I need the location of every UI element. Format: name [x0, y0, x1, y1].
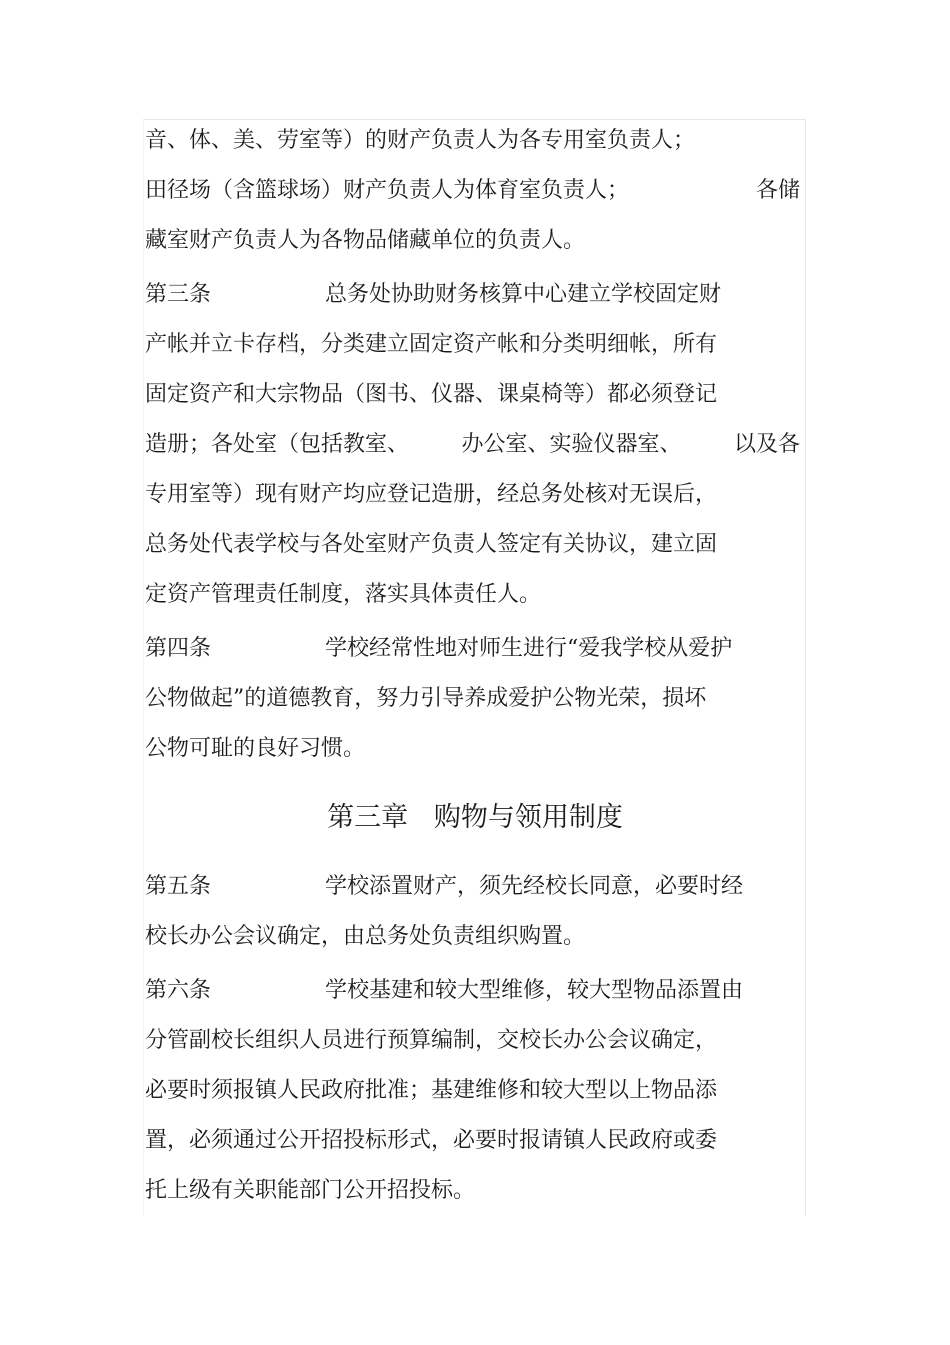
text-line: [145, 432, 800, 458]
text-line: [145, 178, 800, 204]
text-line: 托上级有关职能部门公开招投标。: [145, 1178, 476, 1203]
text-segment: 学校基建和较大型维修，较大型物品添置由: [325, 978, 744, 1003]
article-number: 第六条: [145, 978, 212, 1003]
article-number: 第五条: [145, 874, 212, 899]
text-line: 定资产管理责任制度，落实具体责任人。: [145, 582, 542, 607]
text-line: 产帐并立卡存档，分类建立固定资产帐和分类明细帐，所有: [145, 332, 718, 357]
text-segment: 总务处协助财务核算中心建立学校固定财: [325, 282, 722, 307]
article-number: 第四条: [145, 636, 212, 661]
text-line: 固定资产和大宗物品（图书、仪器、课桌椅等）都必须登记: [145, 382, 718, 407]
text-segment: 办公室、实验仪器室、: [461, 432, 682, 457]
text-line: 分管副校长组织人员进行预算编制，交校长办公会议确定，: [145, 1028, 718, 1053]
article-line: [145, 282, 721, 308]
text-segment: 造册；各处室（包括教室、: [145, 432, 410, 457]
article-line: [145, 978, 743, 1004]
article-line: [145, 874, 743, 900]
chapter-heading: 第三章 购物与领用制度: [327, 802, 623, 833]
text-segment: 学校经常性地对师生进行“爱我学校从爱护: [325, 636, 733, 661]
text-segment: 各储: [755, 178, 800, 203]
article-number: 第三条: [145, 282, 212, 307]
text-line: 总务处代表学校与各处室财产负责人签定有关协议，建立固: [145, 532, 718, 557]
article-line: [145, 636, 732, 662]
text-line: 专用室等）现有财产均应登记造册，经总务处核对无误后，: [145, 482, 718, 507]
text-line: 校长办公会议确定，由总务处负责组织购置。: [145, 924, 586, 949]
text-line: 置，必须通过公开招投标形式，必要时报请镇人民政府或委: [145, 1128, 718, 1153]
text-segment: 以及各: [733, 432, 800, 457]
text-line: 藏室财产负责人为各物品储藏单位的负责人。: [145, 228, 586, 253]
text-line: 必要时须报镇人民政府批准；基建维修和较大型以上物品添: [145, 1078, 718, 1103]
text-line: 公物可耻的良好习惯。: [145, 736, 366, 761]
text-line: 公物做起”的道德教育，努力引导养成爱护公物光荣，损坏: [145, 686, 707, 711]
text-segment: 学校添置财产，须先经校长同意，必要时经: [325, 874, 744, 899]
text-segment: 田径场（含篮球场）财产负责人为体育室负责人；: [145, 178, 630, 203]
text-line: 音、体、美、劳室等）的财产负责人为各专用室负责人；: [145, 128, 696, 153]
